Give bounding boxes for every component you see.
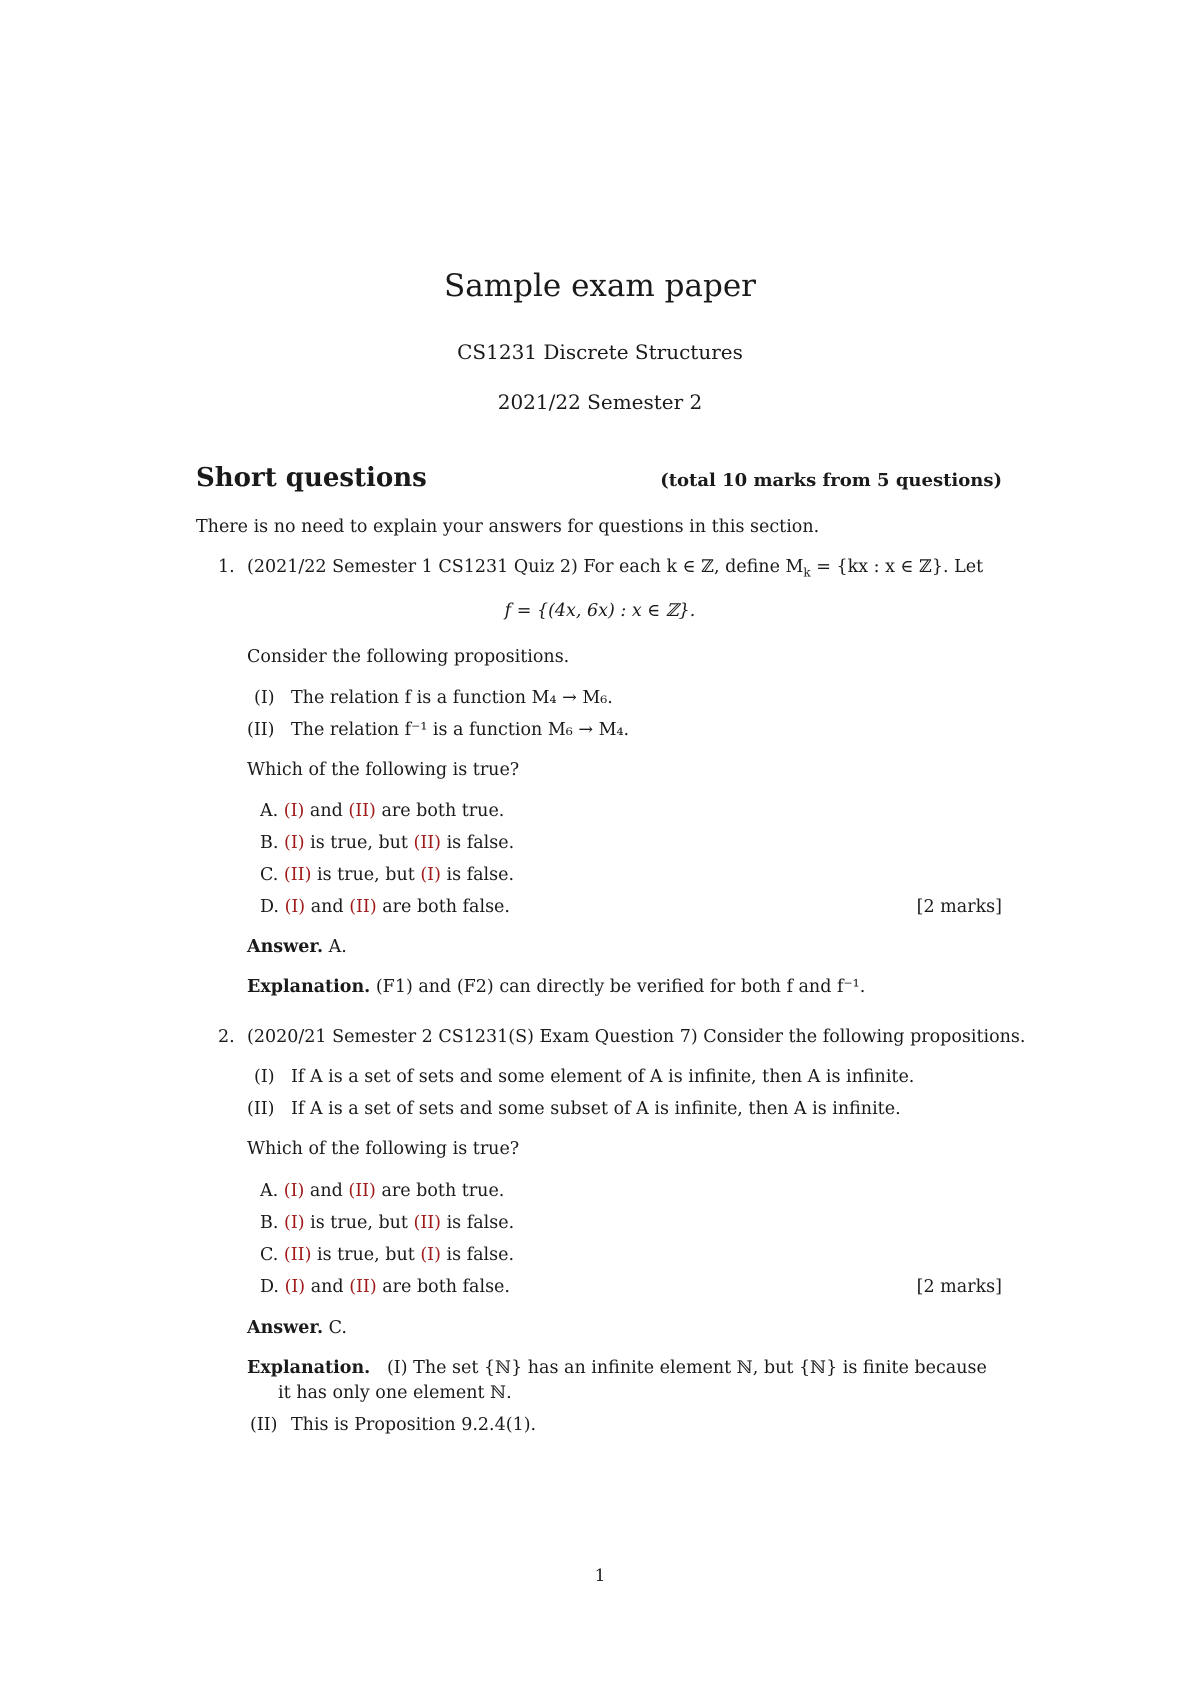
option-text: is false.: [440, 865, 515, 885]
q1-intro-rest: = {kx : x ∈ ℤ}. Let: [810, 557, 984, 577]
q2-prop1-label: (I): [254, 1067, 275, 1087]
section-marks-note: (total 10 marks from 5 questions): [660, 470, 1002, 491]
option-text: is true, but: [304, 1213, 414, 1233]
q1-intro: [247, 557, 983, 580]
q2-option-d: [260, 1277, 510, 1297]
option-text: is false.: [441, 833, 515, 853]
q1-prop2-text: The relation f⁻¹ is a function M₆ → M₄.: [291, 720, 630, 740]
option-letter: C.: [260, 865, 279, 885]
q1-equation: f = {(4x, 6x) : x ∈ ℤ}.: [504, 601, 696, 621]
option-ref: (I): [284, 833, 305, 853]
q2-intro-text: Consider the following propositions.: [703, 1027, 1026, 1047]
answer-value: A.: [328, 937, 347, 957]
option-text: is true, but: [304, 833, 414, 853]
q1-option-a: [260, 801, 504, 821]
option-ref: (I): [284, 1213, 305, 1233]
option-letter: B.: [260, 833, 279, 853]
q1-option-c: [260, 865, 514, 885]
q1-prop1-label: (I): [254, 688, 275, 708]
q1-answer: [247, 937, 347, 957]
q2-source: (2020/21 Semester 2 CS1231(S) Exam Question 7): [247, 1027, 698, 1047]
q1-intro-text: For each k ∈ ℤ, define M: [583, 557, 804, 577]
option-text: are both true.: [375, 1181, 505, 1201]
q1-option-b: [260, 833, 514, 853]
option-text: is true, but: [311, 1245, 421, 1265]
q2-prop1-text: If A is a set of sets and some element of A is infinite, then A is infinite.: [291, 1067, 915, 1087]
option-text: and: [305, 1277, 350, 1297]
option-text: and: [304, 801, 349, 821]
option-letter: B.: [260, 1213, 279, 1233]
option-text: are both false.: [376, 897, 510, 917]
option-ref: (II): [413, 1213, 442, 1233]
q2-explanation: [247, 1358, 987, 1378]
q2-prop2-label: (II): [247, 1099, 275, 1119]
answer-label: Answer.: [247, 1318, 324, 1338]
option-text: is true, but: [311, 865, 421, 885]
page-number: 1: [594, 1566, 606, 1586]
q2-number: 2.: [218, 1027, 235, 1047]
explanation-text: (F1) and (F2) can directly be verified for both f and f⁻¹.: [375, 977, 866, 997]
option-ref: (I): [420, 1245, 441, 1265]
option-text: are both false.: [376, 1277, 510, 1297]
answer-label: Answer.: [247, 937, 324, 957]
q1-marks: [2 marks]: [916, 897, 1002, 917]
q1-intro-sub: k: [803, 565, 811, 580]
document-title: Sample exam paper: [444, 268, 756, 304]
q2-answer: [247, 1318, 347, 1338]
option-ref: (II): [283, 865, 312, 885]
option-letter: D.: [260, 897, 279, 917]
q1-consider: Consider the following propositions.: [247, 647, 570, 667]
option-ref: (I): [284, 1277, 306, 1297]
q2-intro: [247, 1027, 1025, 1047]
section-title: Short questions: [196, 463, 427, 493]
explanation-text: The set {ℕ} has an infinite element ℕ, but {ℕ} is finite because: [413, 1358, 987, 1378]
option-text: and: [305, 897, 350, 917]
explanation-label: Explanation.: [247, 977, 371, 997]
q2-exp2-text: This is Proposition 9.2.4(1).: [291, 1415, 537, 1435]
q1-explanation: [247, 977, 865, 997]
option-ref: (I): [420, 865, 441, 885]
option-ref: (I): [284, 897, 306, 917]
q2-option-a: [260, 1181, 504, 1201]
section-instruction: There is no need to explain your answers for questions in this section.: [196, 517, 820, 537]
q2-marks: [2 marks]: [916, 1277, 1002, 1297]
q1-number: 1.: [218, 557, 235, 577]
option-text: and: [304, 1181, 349, 1201]
option-letter: C.: [260, 1245, 279, 1265]
option-text: is false.: [440, 1245, 515, 1265]
q1-which: Which of the following is true?: [247, 760, 520, 780]
option-ref: (II): [413, 833, 442, 853]
q2-prop2-text: If A is a set of sets and some subset of A is infinite, then A is infinite.: [291, 1099, 901, 1119]
q1-prop2-label: (II): [247, 720, 275, 740]
option-letter: D.: [260, 1277, 279, 1297]
term: 2021/22 Semester 2: [497, 390, 703, 414]
option-ref: (II): [349, 1277, 377, 1297]
q2-exp2-label: (II): [250, 1415, 278, 1435]
option-ref: (II): [348, 1181, 376, 1201]
explanation-label: Explanation.: [247, 1358, 371, 1378]
option-ref: (I): [283, 801, 305, 821]
option-ref: (II): [283, 1245, 312, 1265]
explanation-item-label: (I): [386, 1358, 408, 1378]
option-letter: A.: [260, 801, 279, 821]
option-ref: (I): [283, 1181, 305, 1201]
q1-option-d: [260, 897, 510, 917]
option-ref: (II): [349, 897, 377, 917]
course-name: CS1231 Discrete Structures: [457, 340, 743, 364]
q1-source: (2021/22 Semester 1 CS1231 Quiz 2): [247, 557, 578, 577]
q2-option-c: [260, 1245, 514, 1265]
option-text: is false.: [441, 1213, 515, 1233]
q2-which: Which of the following is true?: [247, 1139, 520, 1159]
option-text: are both true.: [375, 801, 505, 821]
q2-option-b: [260, 1213, 514, 1233]
option-letter: A.: [260, 1181, 279, 1201]
q1-prop1-text: The relation f is a function M₄ → M₆.: [291, 688, 613, 708]
q2-explanation-cont: it has only one element ℕ.: [278, 1383, 512, 1403]
option-ref: (II): [348, 801, 376, 821]
answer-value: C.: [328, 1318, 347, 1338]
